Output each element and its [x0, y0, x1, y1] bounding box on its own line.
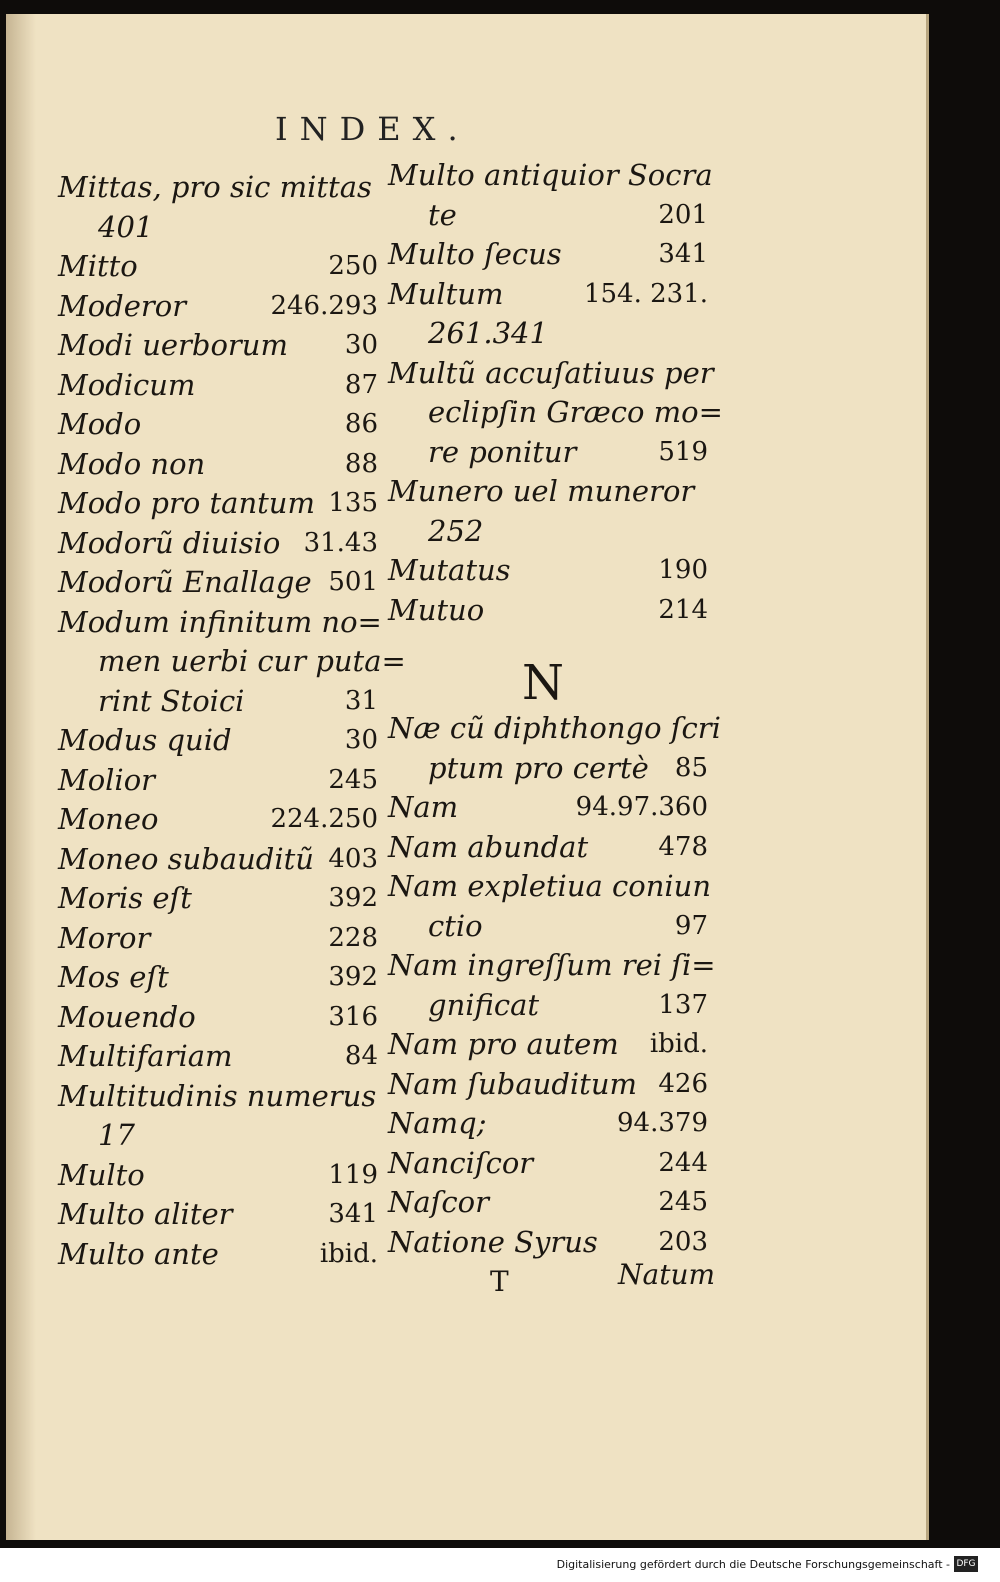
index-entry-term: Multo ante [58, 1236, 219, 1271]
index-entry-term: Nam abundat [388, 829, 589, 864]
index-entry-term: Namq; [388, 1106, 487, 1140]
index-entry-page: 190 [658, 555, 708, 585]
index-entry-term: Multũ accuſatiuus per [388, 355, 714, 390]
catchword: Natum [618, 1258, 716, 1291]
index-entry-page: 403 [328, 843, 378, 874]
index-entry-term: Multo aliter [58, 1197, 233, 1231]
index-entry-page: 137 [658, 989, 708, 1020]
digitization-footer [0, 1548, 1000, 1582]
index-entry-term: ptum pro certè [428, 750, 649, 785]
index-entry-page: 31.43 [303, 527, 378, 558]
index-entry-term: Mittas, pro sic mittas [58, 170, 372, 204]
index-entry-page: 135 [328, 488, 378, 518]
index-entry-page: 203 [658, 1226, 708, 1257]
index-entry-term: Moris eſt [58, 881, 192, 915]
index-entry-page: ibid. [319, 1238, 378, 1269]
index-entry-page: 86 [344, 409, 378, 439]
index-entry-term: Modo pro tantum [58, 486, 315, 520]
index-entry-term: Multo [58, 1157, 145, 1192]
index-entry-term: Modo [58, 407, 142, 441]
index-entry-page: 392 [328, 962, 378, 992]
index-entry-page: 392 [328, 883, 378, 913]
index-entry-term: te [428, 197, 457, 232]
page-gutter-shadow [6, 14, 36, 1540]
footer-text: Digitalisierung gefördert durch die Deutsche Forschungsgemeinschaft - [556, 1558, 950, 1571]
index-entry-term: Naſcor [388, 1185, 489, 1219]
index-entry-term: Nam expletiua coniun [388, 869, 712, 903]
index-entry-page: ibid. [649, 1029, 708, 1059]
index-column-left [58, 170, 406, 1276]
index-entry-page: 30 [344, 725, 378, 755]
index-entry-page: 97 [674, 910, 708, 941]
index-entry-page: 94.97.360 [575, 792, 708, 822]
index-entry-term: Mitto [58, 249, 138, 283]
index-entry-term: Nam [388, 790, 459, 824]
index-entry-term: Multifariam [58, 1039, 233, 1073]
index-entry-term: Multitudinis numerus [58, 1078, 377, 1113]
index-entry-page: 87 [344, 369, 378, 400]
index-entry-page: 88 [344, 448, 378, 479]
index-entry-page: 154. 231. [583, 278, 708, 309]
index-entry-term: Moderor [58, 288, 187, 323]
index-column-right [388, 158, 723, 1264]
index-entry-page: 214 [658, 594, 708, 625]
index-entry-page: 501 [328, 567, 378, 597]
index-entry-page: 31 [344, 685, 378, 716]
index-entry-term: Modo non [58, 446, 206, 481]
index-entry-term: Moneo subauditũ [58, 841, 314, 876]
index-entry-term: eclipſin Græco mo= [428, 395, 723, 429]
index-entry-page: 119 [328, 1159, 378, 1190]
index-entry-page: 228 [328, 922, 378, 953]
index-entry-page: 30 [344, 330, 378, 360]
index-entry-page: 85 [674, 752, 708, 783]
index-entry-term: Modorũ Enallage [58, 565, 312, 599]
index-entry-page: 519 [658, 436, 708, 467]
index-entry-term: Nam ſubauditum [388, 1066, 637, 1101]
signature-mark: T [490, 1265, 509, 1298]
index-entry-page: 244 [658, 1147, 708, 1178]
index-entry-term: 401 [98, 209, 154, 244]
index-entry-term: 261.341 [428, 316, 548, 350]
index-entry-term: Multo antiquior Socra [388, 158, 713, 192]
index-entry-term: Modus quid [58, 723, 232, 757]
index-entry-term: Mutatus [388, 553, 511, 587]
index-entry-term: Næ cũ diphthongo ſcri [388, 711, 721, 745]
index-entry-term: Moror [58, 920, 151, 955]
index-entry-term: re ponitur [428, 434, 577, 469]
index-entry-term: Nam ingreſſum rei ſi= [388, 948, 716, 982]
index-entry-page: 341 [658, 239, 708, 269]
index-entry-page: 201 [658, 199, 708, 230]
index-entry-term: Natione Syrus [388, 1224, 598, 1259]
index-entry-page: 246.293 [270, 290, 378, 321]
index-entry-term: ctio [428, 908, 483, 943]
index-entry-term: 17 [98, 1118, 135, 1152]
index-entry-term: Molior [58, 762, 156, 797]
index-entry-term: Modum infinitum no= [58, 604, 382, 639]
index-entry-term: gnificat [428, 987, 540, 1022]
index-entry-term: Munero uel muneror [388, 474, 695, 508]
index-entry-term: Mutuo [388, 592, 485, 627]
index-entry-page: 316 [328, 1001, 378, 1032]
index-entry-term: Mouendo [58, 999, 196, 1034]
index-entry-term: Nam pro autem [388, 1027, 619, 1061]
index-entry-term: 252 [428, 513, 484, 548]
index-entry-page: 478 [658, 831, 708, 862]
index-entry-term: Modi uerborum [58, 328, 288, 362]
index-entry-page: 94.379 [617, 1108, 708, 1138]
section-letter: N [522, 655, 564, 711]
index-entry-page: 426 [658, 1068, 708, 1099]
index-entry-term: Multum [388, 276, 504, 311]
index-entry-page: 341 [328, 1199, 378, 1229]
index-entry-term: Mos eſt [58, 960, 169, 994]
page-header: INDEX. [275, 110, 470, 148]
index-entry-term: Multo ſecus [388, 237, 562, 271]
index-entry-term: Nanciſcor [388, 1145, 534, 1180]
index-entry-page: 250 [328, 251, 378, 281]
index-entry-term: Moneo [58, 802, 159, 836]
index-entry-term: Modorũ diuisio [58, 525, 281, 560]
index-entry-term: Modicum [58, 367, 196, 402]
dfg-logo: DFG [954, 1556, 978, 1572]
index-entry-page: 245 [658, 1187, 708, 1217]
index-entry-term: men uerbi cur puta= [98, 644, 406, 678]
index-entry-page: 224.250 [270, 804, 378, 834]
index-entry-page: 245 [328, 764, 378, 795]
index-entry-page: 84 [344, 1041, 378, 1071]
index-entry-term: rint Stoici [98, 683, 245, 718]
